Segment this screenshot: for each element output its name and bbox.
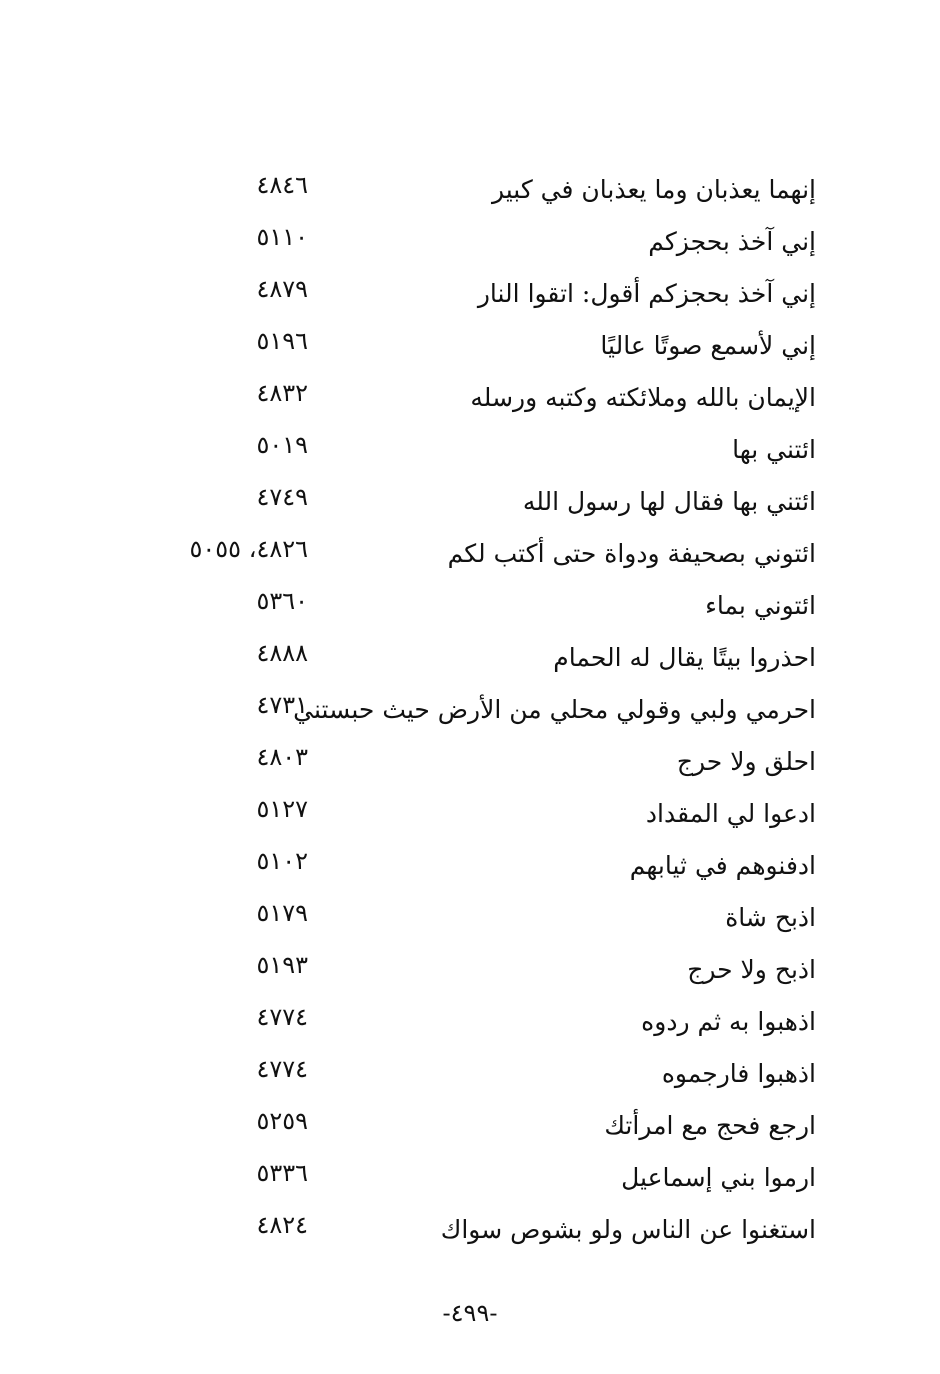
entry-reference-number: ٤٨٠٣	[256, 743, 308, 771]
entry-text: ائتوني بماء	[705, 591, 816, 620]
entry-text: احرمي ولبي وقولي محلي من الأرض حيث حبستني	[293, 695, 816, 724]
entry-text: اذبح ولا حرج	[687, 955, 816, 984]
index-entry	[0, 478, 940, 530]
entry-reference-number: ٥١١٠	[256, 223, 308, 251]
entry-text: إني آخذ بحجزكم	[648, 227, 816, 256]
index-entry	[0, 322, 940, 374]
entry-reference-number: ٤٨٨٨	[256, 639, 308, 667]
entry-text: ائتوني بصحيفة ودواة حتى أكتب لكم	[447, 539, 816, 568]
index-entry	[0, 1050, 940, 1102]
entry-text: ائتني بها	[732, 435, 816, 464]
index-entry	[0, 894, 940, 946]
entry-text: احذروا بيتًا يقال له الحمام	[553, 643, 816, 672]
index-entry	[0, 842, 940, 894]
entry-text: إنهما يعذبان وما يعذبان في كبير	[491, 175, 816, 204]
entry-reference-number: ٤٨٣٢	[256, 379, 308, 407]
entry-reference-number: ٤٨٢٦، ٥٠٥٥	[189, 535, 308, 563]
index-entry	[0, 790, 940, 842]
entry-text: ادعوا لي المقداد	[645, 799, 816, 828]
index-entry	[0, 374, 940, 426]
entry-reference-number: ٥١٧٩	[256, 899, 308, 927]
index-entry	[0, 738, 940, 790]
entry-text: احلق ولا حرج	[676, 747, 816, 776]
entry-text: ارجع فحج مع امرأتك	[604, 1111, 816, 1140]
entry-reference-number: ٤٨٧٩	[256, 275, 308, 303]
index-entry	[0, 634, 940, 686]
index-entry	[0, 1102, 940, 1154]
index-entry	[0, 998, 940, 1050]
entry-text: اذهبوا به ثم ردوه	[641, 1007, 816, 1036]
entry-text: إني لأسمع صوتًا عاليًا	[600, 331, 816, 360]
entry-reference-number: ٥٠١٩	[256, 431, 308, 459]
entry-reference-number: ٥١٩٦	[256, 327, 308, 355]
entry-text: ارموا بني إسماعيل	[621, 1163, 816, 1192]
index-entry	[0, 426, 940, 478]
hadith-index-list	[0, 166, 940, 1258]
entry-text: اذبح شاة	[725, 903, 816, 932]
entry-text: ائتني بها فقال لها رسول الله	[522, 487, 816, 516]
entry-text: استغنوا عن الناس ولو بشوص سواك	[440, 1215, 816, 1244]
index-entry	[0, 530, 940, 582]
index-entry	[0, 218, 940, 270]
entry-reference-number: ٥١٢٧	[256, 795, 308, 823]
entry-text: الإيمان بالله وملائكته وكتبه ورسله	[470, 383, 816, 412]
entry-reference-number: ٥٣٣٦	[256, 1159, 308, 1187]
entry-reference-number: ٤٧٣١	[256, 691, 308, 719]
index-entry	[0, 166, 940, 218]
entry-reference-number: ٥١٩٣	[256, 951, 308, 979]
entry-reference-number: ٤٧٤٩	[256, 483, 308, 511]
index-entry	[0, 1206, 940, 1258]
index-entry	[0, 946, 940, 998]
index-entry	[0, 686, 940, 738]
index-entry	[0, 582, 940, 634]
entry-text: اذهبوا فارجموه	[661, 1059, 816, 1088]
entry-reference-number: ٥٣٦٠	[256, 587, 308, 615]
entry-reference-number: ٥٢٥٩	[256, 1107, 308, 1135]
entry-text: ادفنوهم في ثيابهم	[629, 851, 816, 880]
index-entry	[0, 1154, 940, 1206]
entry-reference-number: ٤٧٧٤	[256, 1055, 308, 1083]
index-entry	[0, 270, 940, 322]
page-number: -٤٩٩-	[442, 1299, 498, 1327]
entry-text: إني آخذ بحجزكم أقول: اتقوا النار	[477, 279, 816, 308]
entry-reference-number: ٥١٠٢	[256, 847, 308, 875]
entry-reference-number: ٤٨٢٤	[256, 1211, 308, 1239]
entry-reference-number: ٤٧٧٤	[256, 1003, 308, 1031]
entry-reference-number: ٤٨٤٦	[256, 171, 308, 199]
